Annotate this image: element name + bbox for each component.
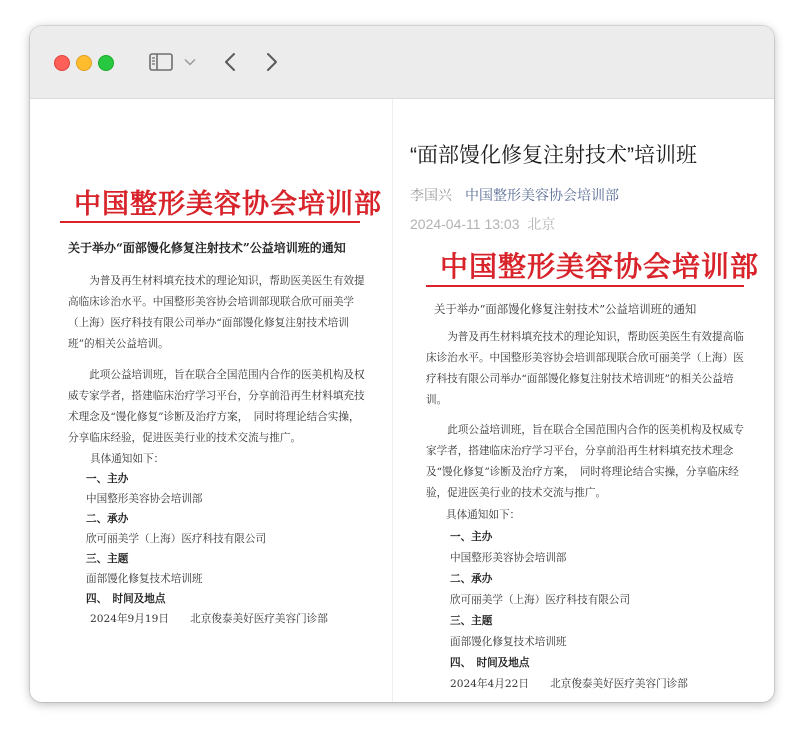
section-heading-theme: 三、主题 (86, 553, 129, 565)
section-value-time-place: 2024年4月22日 北京俊泰美好医疗美容门诊部 (450, 678, 688, 690)
section-heading-organizer: 一、主办 (450, 531, 493, 543)
article-title: “面部馒化修复注射技术”培训班 (410, 144, 697, 167)
section-heading-time-place: 四、 时间及地点 (450, 657, 530, 669)
chevron-left-icon (224, 52, 236, 72)
section-value-organizer: 中国整形美容协会培训部 (86, 493, 203, 505)
article-meta (410, 214, 555, 234)
article-location: 北京 (527, 216, 556, 232)
browser-window (30, 26, 774, 702)
section-heading-time-place: 四、 时间及地点 (86, 593, 166, 605)
section-value-time-place: 2024年9月19日 北京俊泰美好医疗美容门诊部 (90, 613, 328, 625)
notice-title: 关于举办“面部馒化修复注射技术”公益培训班的通知 (434, 302, 697, 316)
chevron-right-icon (266, 52, 278, 72)
zoom-window-button[interactable] (98, 55, 114, 71)
article-author[interactable]: 李国兴 (410, 187, 452, 203)
intro-text: 具体通知如下： (90, 453, 165, 465)
page-content (30, 99, 774, 702)
browser-toolbar (30, 26, 774, 99)
paragraph-1: 为普及再生材料填充技术的理论知识，帮助医美医生有效提高临床诊治水平。中国整形美容协会培训部现联合欣可丽美学（上海）医疗科技有限公司举办“面部馒化修复注射技术培训班”的相关公益培训。 (426, 331, 744, 406)
notice-title: 关于举办“面部馒化修复注射技术”公益培训班的通知 (68, 241, 346, 255)
section-value-host: 欣可丽美学（上海）医疗科技有限公司 (450, 594, 631, 606)
left-document (30, 99, 392, 702)
article-datetime: 2024-04-11 13:03 (410, 216, 520, 232)
section-heading-host: 二、承办 (86, 513, 129, 525)
section-heading-host: 二、承办 (450, 573, 493, 585)
back-button[interactable] (218, 50, 242, 74)
intro-text: 具体通知如下： (446, 509, 521, 521)
minimize-window-button[interactable] (76, 55, 92, 71)
section-heading-organizer: 一、主办 (86, 473, 129, 485)
paragraph-2: 此项公益培训班，旨在联合全国范围内合作的医美机构及权威专家学者，搭建临床治疗学习平台，分享前沿再生材料填充技术理念及“馒化修复”诊断及治疗方案， 同时将理论结合实操，分享临床经验，促进医美行业的技术交流与推广。 (426, 424, 744, 499)
chevron-down-icon[interactable] (182, 50, 198, 74)
forward-button[interactable] (260, 50, 284, 74)
page-divider (392, 99, 393, 702)
section-value-host: 欣可丽美学（上海）医疗科技有限公司 (86, 533, 267, 545)
paragraph-1: 为普及再生材料填充技术的理论知识，帮助医美医生有效提高临床诊治水平。中国整形美容协会培训部现联合欣可丽美学（上海）医疗科技有限公司举办“面部馒化修复注射技术培训班”的相关公益培训。 (68, 275, 365, 350)
section-value-theme: 面部馒化修复技术培训班 (86, 573, 203, 585)
sidebar-icon[interactable] (148, 50, 174, 74)
section-value-theme: 面部馒化修复技术培训班 (450, 636, 567, 648)
section-heading-theme: 三、主题 (450, 615, 493, 627)
section-value-organizer: 中国整形美容协会培训部 (450, 552, 567, 564)
article-source-link[interactable]: 中国整形美容协会培训部 (465, 187, 619, 203)
org-title: 中国整形美容协会培训部 (440, 250, 760, 283)
red-divider (60, 221, 360, 223)
org-title: 中国整形美容协会培训部 (74, 189, 382, 220)
red-divider (426, 285, 744, 287)
close-window-button[interactable] (54, 55, 70, 71)
paragraph-2: 此项公益培训班，旨在联合全国范围内合作的医美机构及权威专家学者，搭建临床治疗学习平台，分享前沿再生材料填充技术理念及“馒化修复”诊断及治疗方案， 同时将理论结合实操，分享临床经验，促进医美行业的技术交流与推广。 (68, 369, 365, 444)
